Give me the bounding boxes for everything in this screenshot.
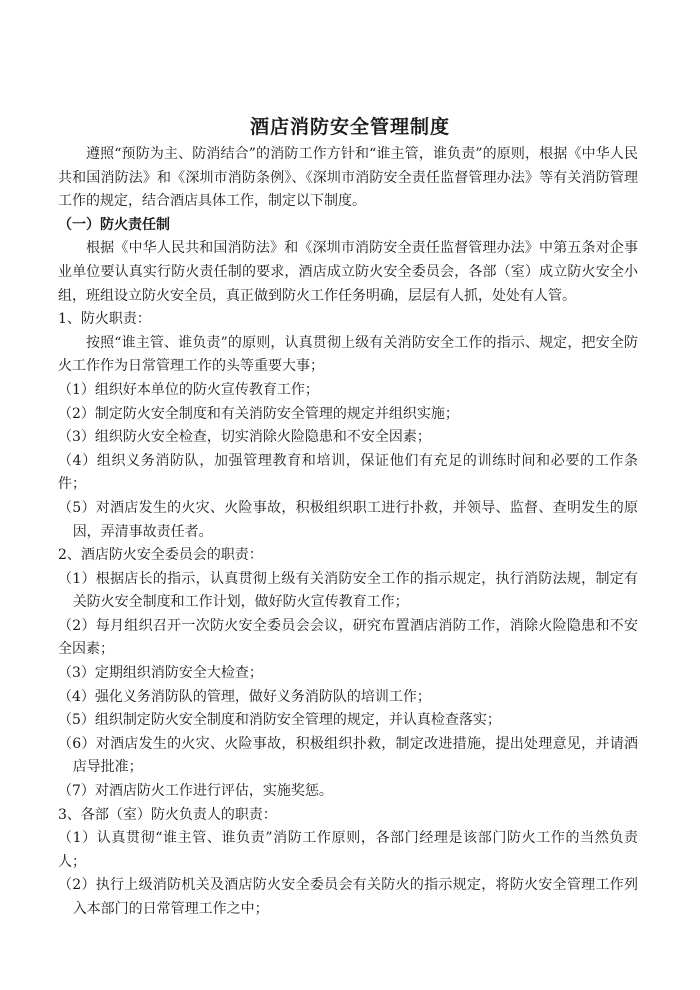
list-item: （4）强化义务消防队的管理，做好义务消防队的培训工作； xyxy=(58,688,431,705)
list-item: （5）对酒店发生的火灾、火险事故，积极组织职工进行扑救，并领导、监督、查明发生的原因，弄清事故责任者。 xyxy=(58,499,638,540)
list-item: （6）对酒店发生的火灾、火险事故，积极组织扑救，制定改进措施，提出处理意见，并请酒店导批准； xyxy=(58,735,638,776)
list-item: （3）定期组织消防安全大检查； xyxy=(58,665,263,682)
list-item: （5）组织制定防火安全制度和消防安全管理的规定，并认真检查落实； xyxy=(58,712,501,729)
intro-paragraph: 遵照“预防为主、防消结合”的消防工作方针和“谁主管，谁负责”的原则，根据《中华人民共和国消防法》和《深圳市消防条例》、《深圳市消防安全责任监督管理办法》等有关消防管理工作的规定，结合酒店具体工作，制定以下制度。 xyxy=(58,146,638,210)
list-item: （1）根据店长的指示，认真贯彻上级有关消防安全工作的指示规定，执行消防法规，制定有关防火安全制度和工作计划，做好防火宣传教育工作； xyxy=(58,570,638,611)
subsection-heading: 2、酒店防火安全委员会的职责： xyxy=(58,547,263,564)
list-item: （2）每月组织召开一次防火安全委员会会议，研究布置酒店消防工作，消除火险隐患和不安全因素； xyxy=(58,617,638,658)
subsection-heading: 1、防火职责： xyxy=(58,311,151,328)
list-item: （2）制定防火安全制度和有关消防安全管理的规定并组织实施； xyxy=(58,405,459,422)
list-item: （7）对酒店防火工作进行评估，实施奖惩。 xyxy=(58,783,333,800)
body-paragraph: 按照“谁主管、谁负责”的原则，认真贯彻上级有关消防安全工作的指示、规定，把安全防火工作作为日常管理工作的头等重要大事； xyxy=(58,334,638,375)
document-body xyxy=(58,143,638,922)
list-item: （3）组织防火安全检查，切实消除火险隐患和不安全因素； xyxy=(58,429,431,446)
section-heading: （一）防火责任制 xyxy=(58,216,170,233)
document-title: 酒店消防安全管理制度 xyxy=(249,116,450,138)
list-item: （1）认真贯彻“谁主管、谁负责”消防工作原则，各部门经理是该部门防火工作的当然负责人； xyxy=(58,830,638,870)
list-item: （4）组织义务消防队，加强管理教育和培训，保证他们有充足的训练时间和必要的工作条件； xyxy=(58,452,638,493)
subsection-heading: 3、各部（室）防火负责人的职责： xyxy=(58,806,277,823)
list-item: （1）组织好本单位的防火宣传教育工作； xyxy=(58,381,319,398)
list-item: （2）执行上级消防机关及酒店防火安全委员会有关防火的指示规定，将防火安全管理工作列入本部门的日常管理工作之中； xyxy=(58,877,638,917)
body-paragraph: 根据《中华人民共和国消防法》和《深圳市消防安全责任监督管理办法》中第五条对企事业单位要认真实行防火责任制的要求，酒店成立防火安全委员会，各部（室）成立防火安全小组，班组设立防火安全员，真正做到防火工作任务明确，层层有人抓，处处有人管。 xyxy=(58,240,638,304)
